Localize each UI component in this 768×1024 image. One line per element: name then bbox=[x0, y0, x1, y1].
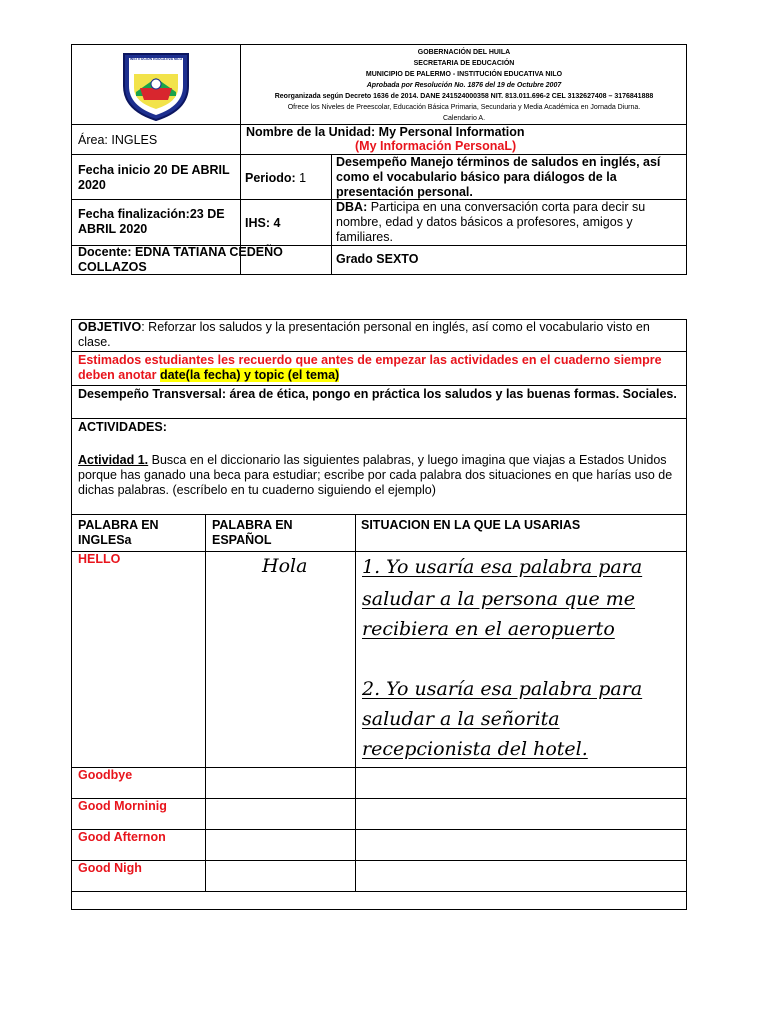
col-header-espanol: PALABRA EN ESPAÑOL bbox=[212, 518, 293, 547]
actividad-1-text: Busca en el diccionario las siguientes palabras, y luego imagina que viajas a Estados Unidos porque has ganado una beca para estudiar; escribe por cada palabra dos situaciones en que harías uso de dichas palabras. (escríbelo en tu cuaderno siguiendo el ejemplo) bbox=[78, 453, 673, 497]
activities-table bbox=[71, 319, 687, 910]
handwritten-line-3: recibiera en el aeropuerto bbox=[362, 618, 615, 640]
periodo bbox=[245, 171, 329, 186]
dba-label: DBA: bbox=[336, 200, 368, 214]
docente: Docente: EDNA TATIANA CEDEÑO COLLAZOS bbox=[78, 245, 283, 274]
reminder bbox=[78, 353, 684, 383]
word-good-morning: Good Morninig bbox=[78, 799, 167, 813]
header-line-6: Ofrece los Niveles de Preescolar, Educación Básica Primaria, Secundaria y Media Académica en Jornada Diurna. bbox=[287, 104, 641, 111]
handwritten-line-4: 2. Yo usaría esa palabra para bbox=[362, 678, 643, 700]
header-line-4: Aprobada por Resolución No. 1876 del 19 de Octubre 2007 bbox=[366, 82, 562, 89]
row-divider-v1 bbox=[240, 124, 241, 154]
handwritten-line-5: saludar a la señorita bbox=[362, 708, 560, 730]
header-line-5: Reorganizada según Decreto 1636 de 2014. DANE 241524000358 NIT. 813.011.696-2 CEL 3132627408 – 3176841888 bbox=[274, 93, 654, 100]
words-vline-2 bbox=[355, 514, 356, 892]
objetivo-label: OBJETIVO bbox=[78, 320, 142, 334]
objetivo-text: : Reforzar los saludos y la presentación personal en inglés, así como el vocabulario visto en clase. bbox=[78, 320, 650, 349]
dba bbox=[336, 200, 686, 245]
words-vline-1 bbox=[205, 514, 206, 892]
objetivo bbox=[78, 320, 684, 350]
handwritten-line-1: 1. Yo usaría esa palabra para bbox=[362, 556, 643, 578]
word-hello: HELLO bbox=[78, 552, 121, 566]
act-hline-3 bbox=[71, 418, 687, 419]
header-line-1: GOBERNACIÓN DEL HUILA bbox=[417, 49, 511, 56]
fecha-inicio: Fecha inicio 20 DE ABRIL 2020 bbox=[78, 163, 230, 192]
desempeno: Desempeño Manejo términos de saludos en inglés, así como el vocabulario básico para diálogos de la presentación personal. bbox=[336, 155, 661, 199]
reminder-highlight: date(la fecha) y topic (el tema) bbox=[159, 368, 340, 382]
actividad-1-label: Actividad 1. bbox=[78, 453, 149, 467]
header-text bbox=[241, 45, 687, 124]
transversal: Desempeño Transversal: área de ética, pongo en práctica los saludos y las buenas formas. Sociales. bbox=[78, 387, 677, 401]
fecha-fin: Fecha finalización:23 DE ABRIL 2020 bbox=[78, 207, 225, 236]
header-line-2: SECRETARIA DE EDUCACIÓN bbox=[413, 60, 515, 67]
reminder-text: Estimados estudiantes les recuerdo que antes de empezar las actividades en el cuaderno siempre deben anotar bbox=[78, 353, 662, 382]
ihs: IHS: 4 bbox=[245, 216, 281, 230]
periodo-value: 1 bbox=[295, 171, 307, 185]
words-hline-r5 bbox=[71, 891, 687, 892]
periodo-label: Periodo: bbox=[245, 171, 296, 185]
grado: Grado SEXTO bbox=[336, 252, 419, 266]
handwritten-line-2: saludar a la persona que me bbox=[362, 588, 636, 610]
area-cell: Área: INGLES bbox=[78, 133, 158, 147]
word-good-afternoon: Good Afternon bbox=[78, 830, 166, 844]
header-line-3: MUNICIPIO DE PALERMO - INSTITUCIÓN EDUCATIVA NILO bbox=[365, 71, 563, 78]
word-good-night: Good Nigh bbox=[78, 861, 142, 875]
act-hline-2 bbox=[71, 385, 687, 386]
act-hline-1 bbox=[71, 351, 687, 352]
words-hline-top bbox=[71, 514, 687, 515]
spanish-hola: Hola bbox=[262, 555, 308, 577]
actividades-title: ACTIVIDADES: bbox=[78, 420, 167, 434]
dba-text: Participa en una conversación corta para decir su nombre, edad y datos básicos a profesores, amigos y familiares. bbox=[336, 200, 646, 244]
word-goodbye: Goodbye bbox=[78, 768, 133, 782]
unit-name: Nombre de la Unidad: My Personal Information bbox=[246, 125, 525, 139]
header-line-7: Calendario A. bbox=[442, 115, 486, 122]
handwritten-line-6: recepcionista del hotel. bbox=[362, 738, 588, 760]
row-divider-v3 bbox=[331, 154, 332, 275]
col-header-situacion: SITUACION EN LA QUE LA USARIAS bbox=[361, 518, 581, 532]
logo-text: INSTITUCIÓN EDUCATIVA NILO bbox=[129, 57, 183, 61]
unit-subtitle: (My Información PersonaL) bbox=[355, 139, 517, 153]
col-header-ingles: PALABRA EN INGLESa bbox=[78, 518, 159, 547]
actividad-1 bbox=[78, 453, 684, 498]
